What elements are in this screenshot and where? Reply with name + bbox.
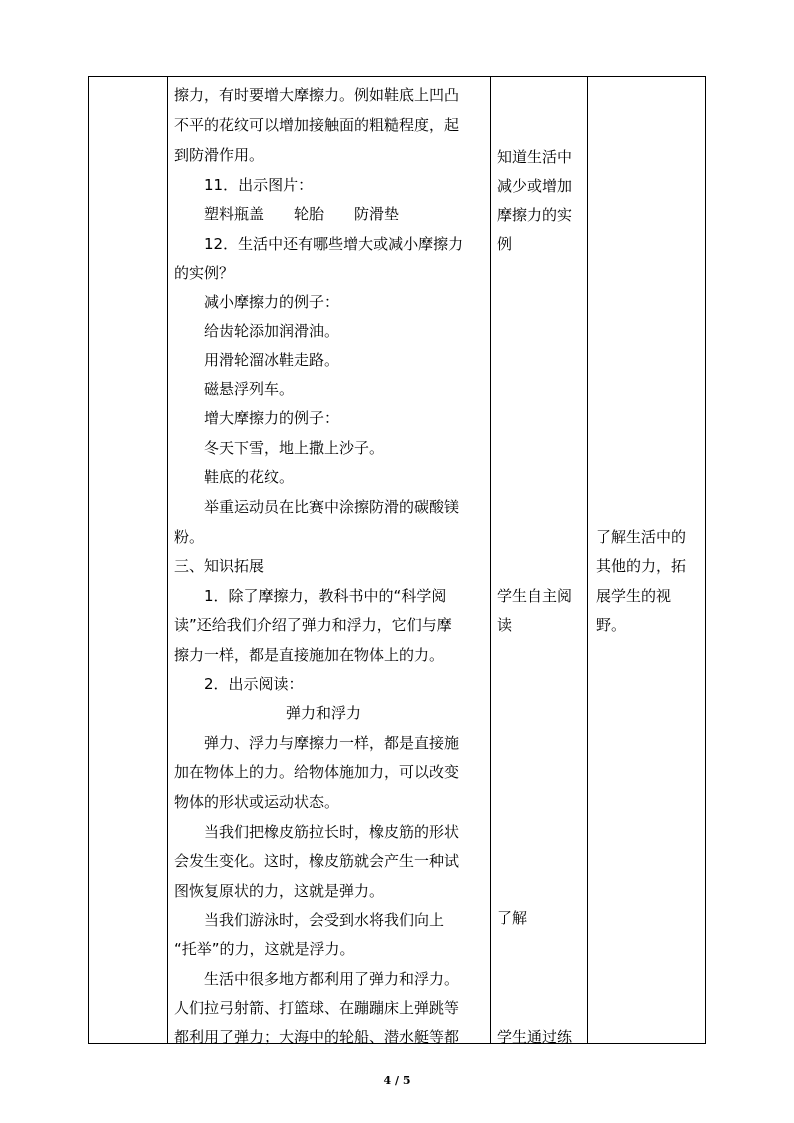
text-line: 举重运动员在比赛中涂擦防滑的碳酸镁 (204, 498, 460, 516)
text-line: 到防滑作用。 (174, 146, 265, 164)
text-line: 例 (497, 235, 513, 253)
text-line: 其他的力，拓 (596, 557, 687, 575)
text-line: 了解生活中的 (596, 528, 687, 546)
text-line: 知道生活中 (497, 148, 573, 166)
text-line: 2．出示阅读： (204, 675, 304, 693)
column-divider (490, 77, 491, 1043)
text-line: 磁悬浮列车。 (204, 380, 295, 398)
text-line: 12．生活中还有哪些增大或减小摩擦力 (204, 235, 464, 253)
text-line: 粉。 (174, 528, 205, 546)
text-line: 给齿轮添加润滑油。 (204, 322, 340, 340)
text-line: 生活中很多地方都利用了弹力和浮力。 (204, 970, 460, 988)
text-line: 学生通过练 (497, 1028, 573, 1046)
text-line: 塑料瓶盖 轮胎 防滑垫 (204, 205, 400, 223)
text-line: 图恢复原状的力，这就是弹力。 (174, 882, 385, 900)
text-line: 了解 (497, 909, 528, 927)
text-line: 都利用了弹力；大海中的轮船、潜水艇等都 (174, 1028, 460, 1046)
text-line: 冬天下雪，地上撒上沙子。 (204, 439, 385, 457)
text-line: 展学生的视 (596, 587, 672, 605)
text-line: 摩擦力的实 (497, 206, 573, 224)
text-line: 野。 (596, 616, 627, 634)
text-line: 学生自主阅 (497, 587, 573, 605)
text-line: 读”还给我们介绍了弹力和浮力，它们与摩 (174, 616, 452, 634)
text-line: 物体的形状或运动状态。 (174, 793, 340, 811)
text-line: 减少或增加 (497, 177, 573, 195)
text-line: 会发生变化。这时，橡皮筋就会产生一种试 (174, 852, 460, 870)
text-line: 人们拉弓射箭、打篮球、在蹦蹦床上弹跳等 (174, 999, 460, 1017)
text-line: 当我们把橡皮筋拉长时，橡皮筋的形状 (204, 823, 460, 841)
section-heading: 三、知识拓展 (174, 557, 265, 575)
text-line: 擦力一样，都是直接施加在物体上的力。 (174, 646, 445, 664)
text-line: 读 (497, 616, 513, 634)
text-line: 鞋底的花纹。 (204, 468, 295, 486)
text-line: 减小摩擦力的例子： (204, 293, 340, 311)
text-line: 用滑轮溜冰鞋走路。 (204, 351, 340, 369)
column-divider (587, 77, 588, 1043)
lesson-table (88, 76, 706, 1044)
text-line: 擦力，有时要增大摩擦力。例如鞋底上凹凸 (174, 86, 460, 104)
reading-title: 弹力和浮力 (286, 704, 362, 722)
text-line: 的实例？ (174, 264, 235, 282)
column-divider (167, 77, 168, 1043)
text-line: 不平的花纹可以增加接触面的粗糙程度，起 (174, 116, 460, 134)
text-line: 加在物体上的力。给物体施加力，可以改变 (174, 763, 460, 781)
text-line: 11．出示图片： (204, 176, 314, 194)
text-line: “托举”的力，这就是浮力。 (174, 940, 355, 958)
text-line: 1．除了摩擦力，教科书中的“科学阅 (204, 587, 447, 605)
text-line: 弹力、浮力与摩擦力一样，都是直接施 (204, 734, 460, 752)
page-number: 4 / 5 (383, 1074, 411, 1087)
text-line: 增大摩擦力的例子： (204, 409, 340, 427)
text-line: 当我们游泳时，会受到水将我们向上 (204, 911, 445, 929)
